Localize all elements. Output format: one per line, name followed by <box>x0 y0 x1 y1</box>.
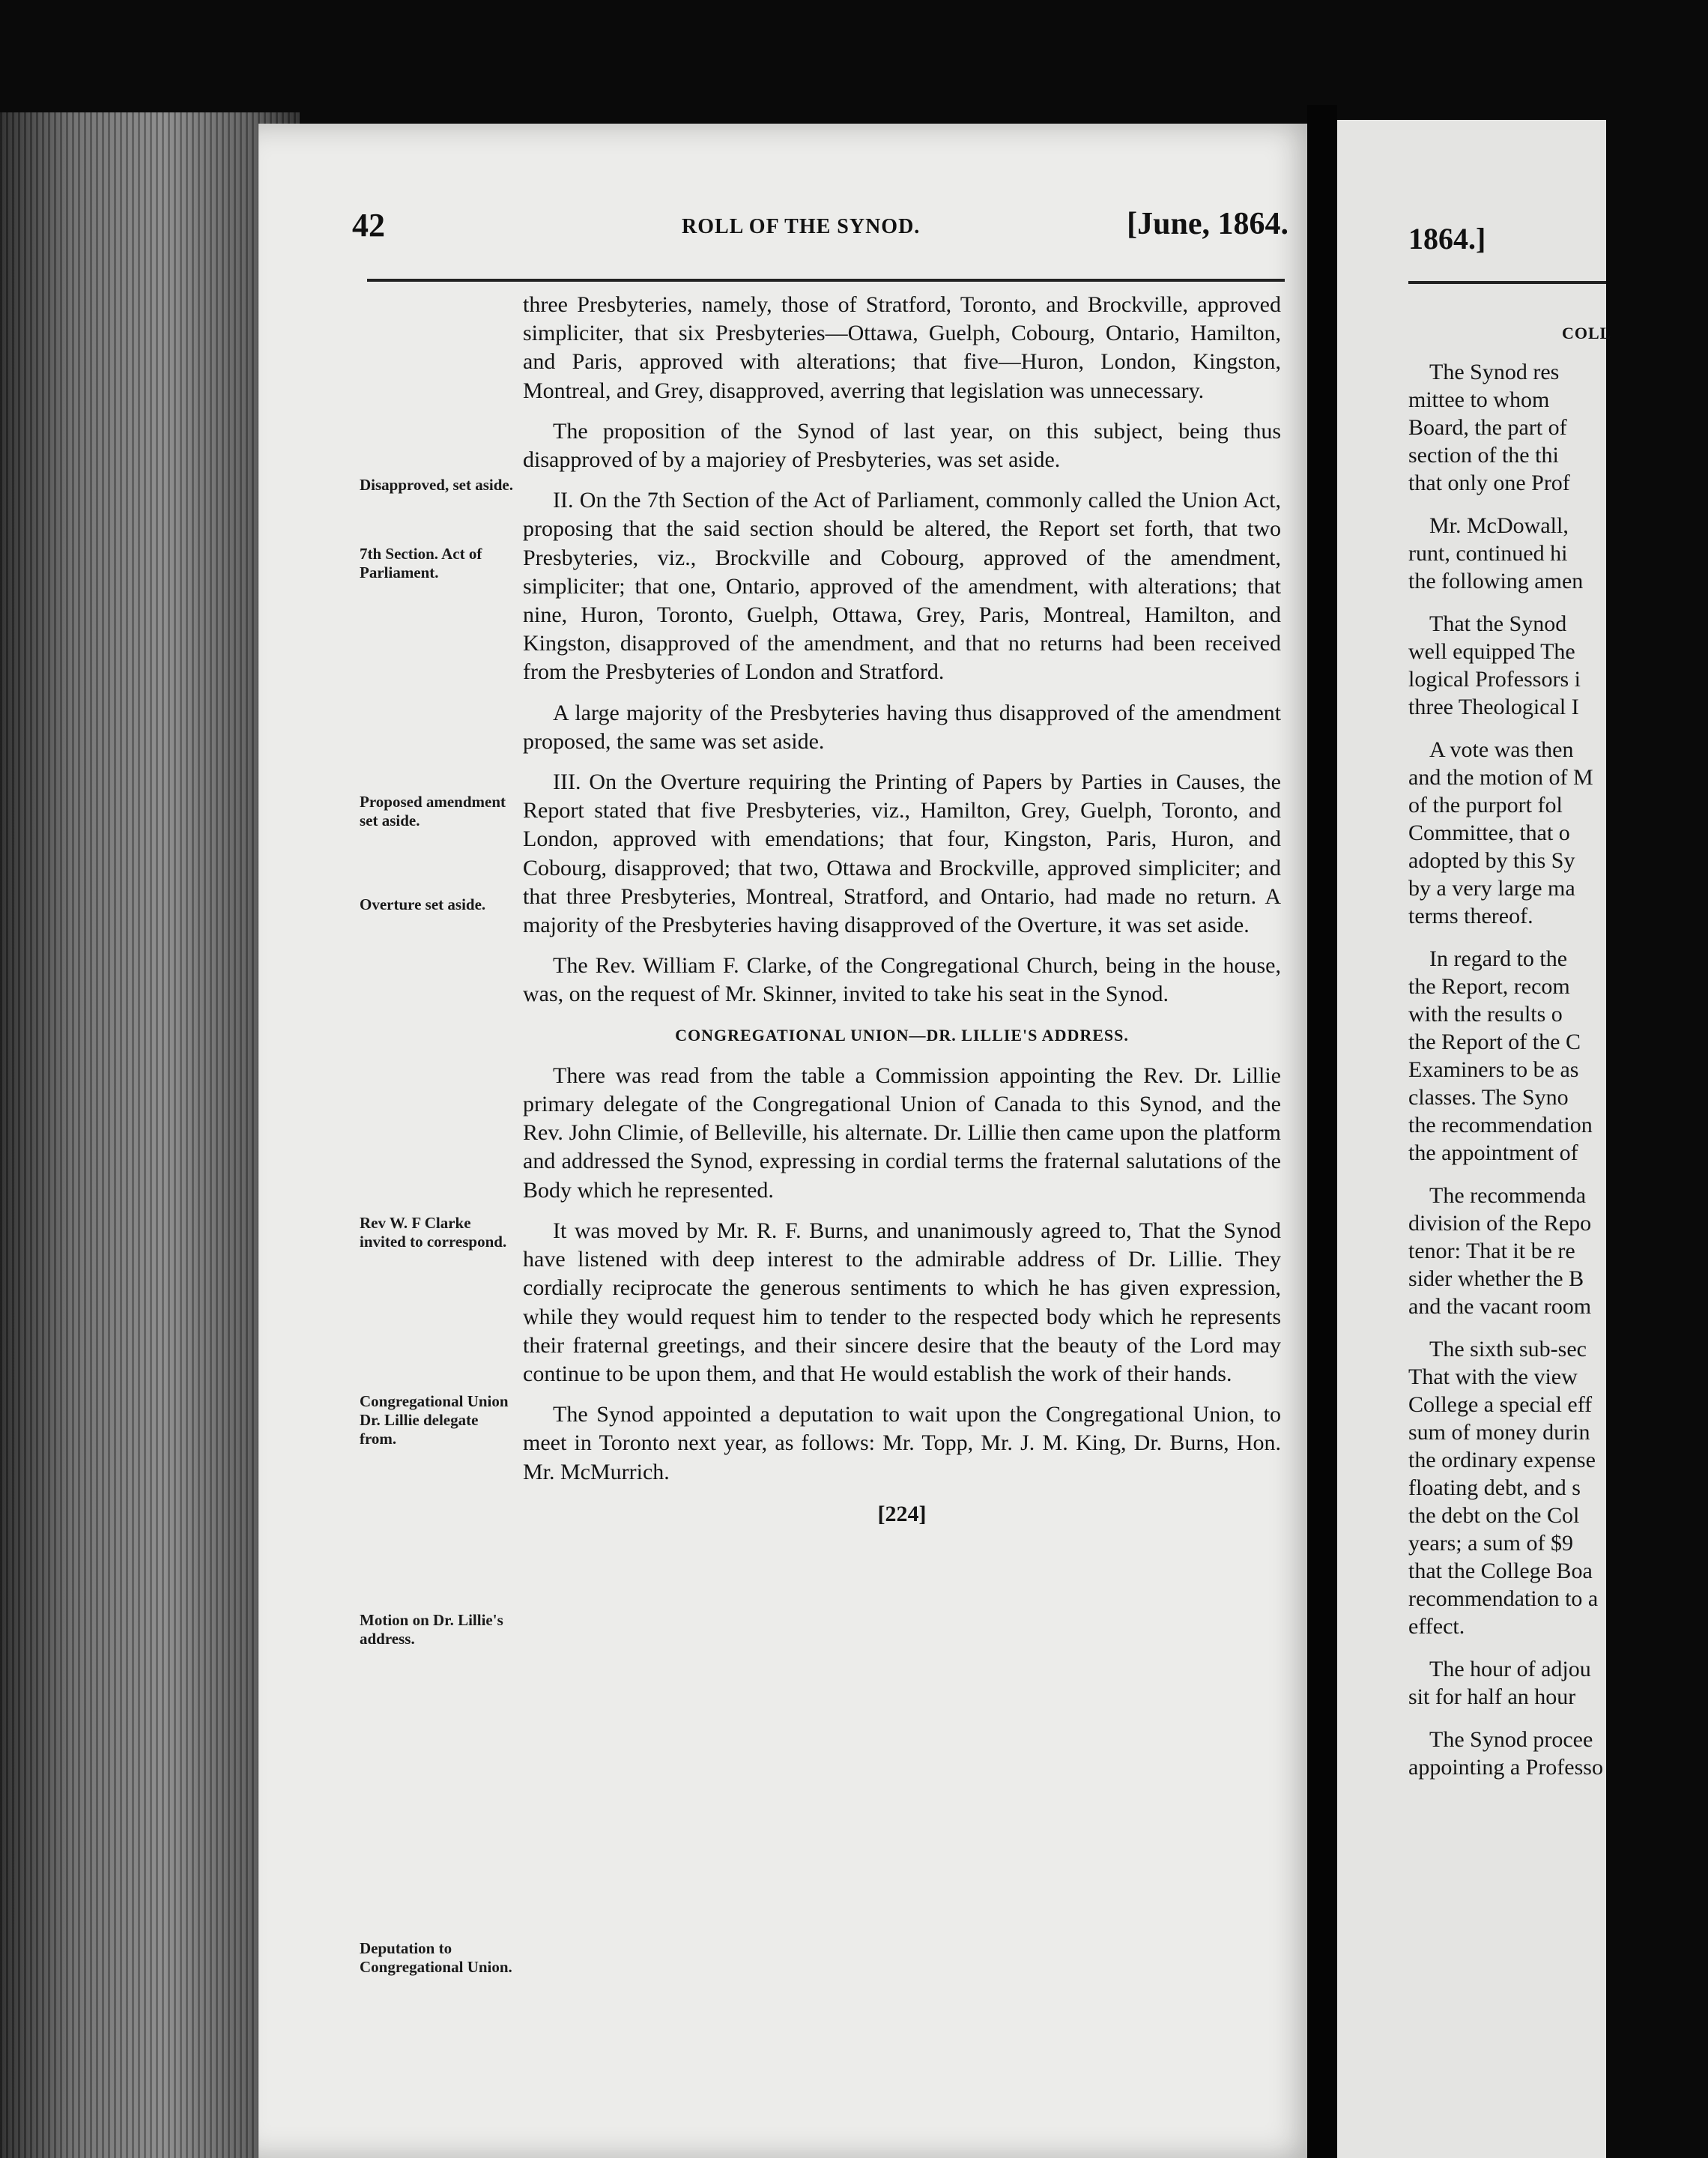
right-page-line: the debt on the Col <box>1408 1503 1580 1528</box>
right-page-line: Mr. McDowall, <box>1429 513 1569 538</box>
right-page-line: logical Professors i <box>1408 667 1581 692</box>
right-page-text <box>1408 358 1708 1781</box>
right-page-line: and the vacant room <box>1408 1294 1592 1319</box>
right-page-line: sider whether the B <box>1408 1266 1584 1291</box>
right-page-line: Board, the part of <box>1408 415 1567 440</box>
right-page-line: the ordinary expense <box>1408 1448 1596 1472</box>
right-page-line: The Synod res <box>1429 360 1560 384</box>
right-page-line: the Report of the C <box>1408 1030 1581 1054</box>
right-page-line: by a very large ma <box>1408 876 1575 901</box>
right-page-line: recommendation to a <box>1408 1586 1599 1611</box>
right-page-line: and the motion of M <box>1408 765 1593 790</box>
margin-note: Proposed amendment set aside. <box>360 793 506 829</box>
paragraph: A large majority of the Presbyteries having thus disapproved of the amendment proposed, the same was set aside. <box>523 700 1281 754</box>
margin-note: Rev W. F Clarke invited to correspond. <box>360 1214 507 1251</box>
margin-note: Motion on Dr. Lillie's address. <box>360 1611 503 1648</box>
running-title: ROLL OF THE SYNOD. <box>682 215 921 238</box>
margin-note: Disapproved, set aside. <box>360 476 513 494</box>
right-page-line: floating debt, and s <box>1408 1475 1581 1500</box>
right-page-line: the following amen <box>1408 569 1584 593</box>
page-header <box>352 206 1288 251</box>
right-page-line: effect. <box>1408 1614 1465 1639</box>
right-page-line: That with the view <box>1408 1364 1578 1389</box>
right-page-line: of the purport fol <box>1408 793 1563 817</box>
right-page-line: division of the Repo <box>1408 1211 1592 1236</box>
book-fore-edge <box>0 112 300 2158</box>
right-page-line: section of the thi <box>1408 443 1559 468</box>
paragraph: III. On the Overture requiring the Printing of Papers by Parties in Causes, the Report stated that five Presbyteries, viz., Hamilton, Grey, Guelph, Toronto, and London, approved with emendations; that four, Kingston, Paris, Huron, and Cobourg, disapproved; that two, Ottawa and Brockville, approved simpliciter; and that three Presbyteries, Montreal, Stratford, and Ontario, had made no return. A majority of the Presbyteries having disapproved of the Overture, it was set aside. <box>523 770 1281 938</box>
page-footer: [224] <box>877 1501 927 1526</box>
right-page-line: well equipped The <box>1408 639 1575 664</box>
right-page-line: sum of money durin <box>1408 1420 1590 1445</box>
right-page-line: the appointment of <box>1408 1140 1578 1165</box>
margin-note: Congregational Union Dr. Lillie delegate from. <box>360 1392 509 1448</box>
right-page-line: three Theological I <box>1408 695 1579 719</box>
page-number: 42 <box>352 207 385 244</box>
right-page-line: The Synod procee <box>1429 1727 1593 1752</box>
right-page-line: appointing a Professo <box>1408 1755 1603 1780</box>
right-page-line: The recommenda <box>1429 1183 1587 1208</box>
right-page-line: the Report, recom <box>1408 974 1570 999</box>
right-page-line: the recommendation <box>1408 1113 1593 1137</box>
right-page-line: mittee to whom <box>1408 387 1550 412</box>
section-subheading: CONGREGATIONAL UNION—DR. LILLIE'S ADDRESS. <box>675 1025 1129 1045</box>
right-page-line: terms thereof. <box>1408 904 1533 928</box>
margin-note: 7th Section. Act of Parliament. <box>360 545 482 581</box>
right-page-heading: COLL <box>1562 324 1612 342</box>
right-page-line: In regard to the <box>1429 946 1568 971</box>
right-page-line: The hour of adjou <box>1429 1657 1591 1681</box>
right-page-line: Committee, that o <box>1408 820 1570 845</box>
right-page-line: with the results o <box>1408 1002 1563 1027</box>
right-page-line: adopted by this Sy <box>1408 848 1575 873</box>
paragraph: It was moved by Mr. R. F. Burns, and unanimously agreed to, That the Synod have listened with deep interest to the admirable address of Dr. Lillie. They cordially reciprocate the generous sentiments to which he has given expression, while they would request him to tender to the respected body which he represents their fraternal greetings, and their sincere desire that the beauty of the Lord may continue to be upon them, and that He would establish the work of their hands. <box>523 1218 1281 1386</box>
right-page-line: tenor: That it be re <box>1408 1239 1575 1263</box>
right-page-line: years; a sum of $9 <box>1408 1531 1573 1556</box>
right-page-line: Examiners to be as <box>1408 1057 1579 1082</box>
header-date: [June, 1864. <box>1127 207 1288 241</box>
margin-note: Deputation to Congregational Union. <box>360 1939 512 1976</box>
paragraph: The Rev. William F. Clarke, of the Congregational Church, being in the house, was, on the request of Mr. Skinner, invited to take his seat in the Synod. <box>523 953 1281 1007</box>
right-header-rule <box>1408 281 1606 284</box>
right-page-line: that only one Prof <box>1408 471 1570 495</box>
header-rule <box>367 279 1285 282</box>
body-text <box>523 291 1281 1529</box>
paragraph: three Presbyteries, namely, those of Stratford, Toronto, and Brockville, approved simpliciter, that six Presbyteries—Ottawa, Guelph, Cobourg, Ontario, Hamilton, and Paris, approved with alterations; that five—Huron, London, Kingston, Montreal, and Grey, disapproved, averring that legislation was unnecessary. <box>523 292 1281 403</box>
right-page-date: 1864.] <box>1408 222 1486 256</box>
right-page-line: College a special eff <box>1408 1392 1593 1417</box>
right-page-line: That the Synod <box>1429 611 1567 636</box>
margin-note: Overture set aside. <box>360 895 486 913</box>
paragraph: There was read from the table a Commission appointing the Rev. Dr. Lillie primary delegate of the Congregational Union of Canada to this Synod, and the Rev. John Climie, of Belleville, his alternate. Dr. Lillie then came upon the platform and addressed the Synod, expressing in cordial terms the fraternal salutations of the Body which he represented. <box>523 1063 1281 1203</box>
right-page-line: The sixth sub-sec <box>1429 1337 1587 1361</box>
right-page-line: classes. The Syno <box>1408 1085 1569 1110</box>
paragraph: II. On the 7th Section of the Act of Parliament, commonly called the Union Act, proposing that the said section should be altered, the Report set forth, that two Presbyteries, viz., Brockville and Cobourg, approved of the amendment, simpliciter; that one, Ontario, approved of the amendment, with alterations; that nine, Huron, Toronto, Guelph, Ottawa, Grey, Paris, Montreal, Hamilton, and Kingston, disapproved of the amendment, and that no returns had been received from the Presbyteries of London and Stratford. <box>523 488 1281 685</box>
right-page-line: sit for half an hour <box>1408 1684 1576 1709</box>
paragraph: The proposition of the Synod of last year, on this subject, being thus disapproved of by a majoriey of Presbyteries, was set aside. <box>523 418 1281 473</box>
right-page-line: A vote was then <box>1429 737 1574 762</box>
right-page-line: runt, continued hi <box>1408 541 1568 566</box>
book-gutter <box>1307 105 1337 2158</box>
paragraph: The Synod appointed a deputation to wait upon the Congregational Union, to meet in Toronto next year, as follows: Mr. Topp, Mr. J. M. King, Dr. Burns, Hon. Mr. McMurrich. <box>523 1402 1281 1484</box>
right-page-line: that the College Boa <box>1408 1559 1593 1583</box>
